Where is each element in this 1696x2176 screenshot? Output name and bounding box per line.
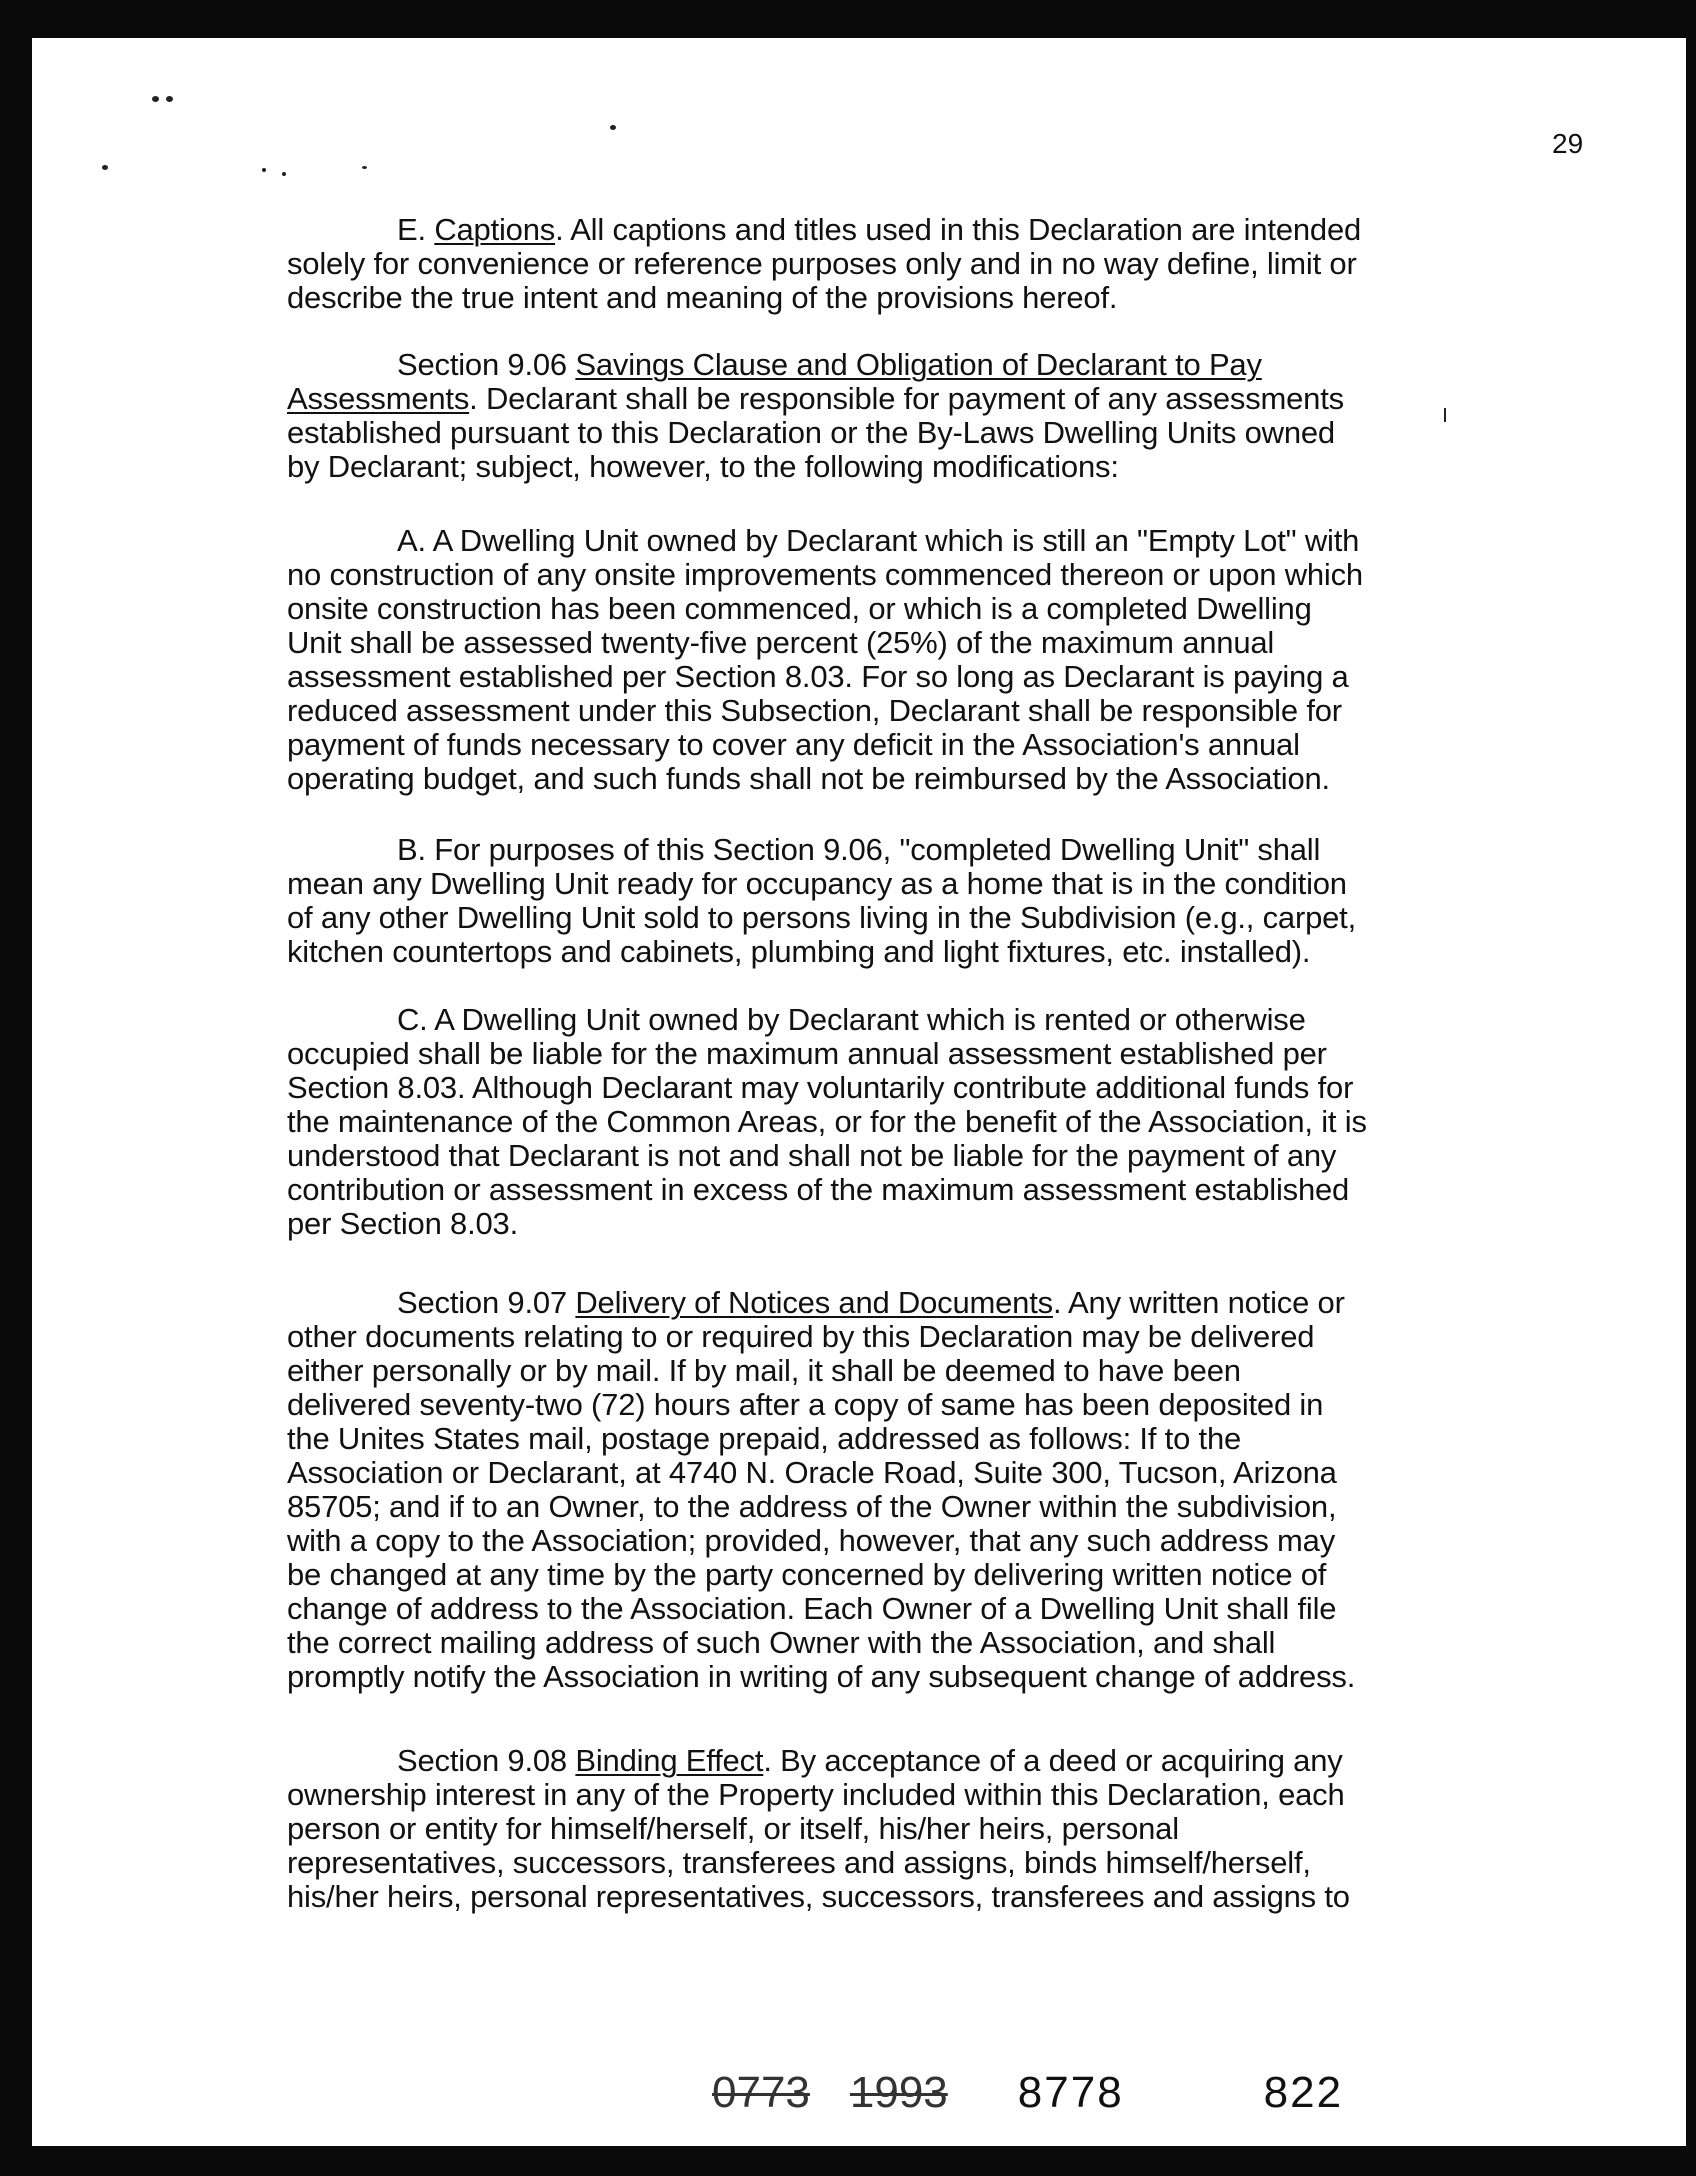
scan-speck <box>152 96 159 102</box>
text-line: kitchen countertops and cabinets, plumbing and light fixtures, etc. installed). <box>287 934 1311 969</box>
text-line: mean any Dwelling Unit ready for occupancy as a home that is in the condition <box>287 866 1347 901</box>
text-line: assessment established per Section 8.03. For so long as Declarant is paying a <box>287 659 1349 694</box>
text-line: understood that Declarant is not and shall not be liable for the payment of any <box>287 1138 1337 1173</box>
text-line: with a copy to the Association; provided, however, that any such address may <box>287 1523 1336 1558</box>
text-line: Section 9.08 Binding Effect. By acceptance of a deed or acquiring any <box>397 1743 1343 1778</box>
text-line: Section 9.06 Savings Clause and Obligation of Declarant to Pay <box>397 347 1262 382</box>
text-line: other documents relating to or required by this Declaration may be delivered <box>287 1319 1315 1354</box>
text-line: Section 8.03. Although Declarant may voluntarily contribute additional funds for <box>287 1070 1354 1105</box>
section-9-06 <box>287 348 1477 484</box>
text-line: ownership interest in any of the Property included within this Declaration, each <box>287 1777 1345 1812</box>
struck-book-number: 0773 <box>712 2068 810 2117</box>
scan-speck <box>282 172 286 176</box>
text-line: his/her heirs, personal representatives, successors, transferees and assigns to <box>287 1879 1350 1914</box>
subsection-c <box>287 1003 1477 1241</box>
text-line: contribution or assessment in excess of the maximum assessment established <box>287 1172 1350 1207</box>
text-line: reduced assessment under this Subsection, Declarant shall be responsible for <box>287 693 1342 728</box>
text-line: solely for convenience or reference purposes only and in no way define, limit or <box>287 246 1357 281</box>
text-line: change of address to the Association. Each Owner of a Dwelling Unit shall file <box>287 1591 1337 1626</box>
section-9-06-heading-cont: Assessments <box>287 381 470 416</box>
text-line: person or entity for himself/herself, or itself, his/her heirs, personal <box>287 1811 1179 1846</box>
text-line: delivered seventy-two (72) hours after a copy of same has been deposited in <box>287 1387 1324 1422</box>
text-line: by Declarant; subject, however, to the following modifications: <box>287 449 1119 484</box>
text-line: operating budget, and such funds shall not be reimbursed by the Association. <box>287 761 1330 796</box>
text-line: Section 9.07 Delivery of Notices and Documents. Any written notice or <box>397 1285 1345 1320</box>
text-line: the correct mailing address of such Owner with the Association, and shall <box>287 1625 1276 1660</box>
text-line: 85705; and if to an Owner, to the address of the Owner within the subdivision, <box>287 1489 1337 1524</box>
text-line: the Unites States mail, postage prepaid, addressed as follows: If to the <box>287 1421 1242 1456</box>
text-line: promptly notify the Association in writing of any subsequent change of address. <box>287 1659 1356 1694</box>
text-line: A. A Dwelling Unit owned by Declarant which is still an "Empty Lot" with <box>397 523 1360 558</box>
text-line: either personally or by mail. If by mail, it shall be deemed to have been <box>287 1353 1241 1388</box>
scan-speck <box>166 96 173 102</box>
scan-speck <box>102 165 108 170</box>
text-line: be changed at any time by the party concerned by delivering written notice of <box>287 1557 1327 1592</box>
document-page <box>32 38 1686 2146</box>
caption-heading: Captions <box>434 212 556 247</box>
subsection-b <box>287 833 1477 969</box>
section-9-06-heading: Savings Clause and Obligation of Declarant to Pay <box>575 347 1262 382</box>
subsection-a <box>287 524 1477 796</box>
text-line: no construction of any onsite improvements commenced thereon or upon which <box>287 557 1363 592</box>
scan-speck <box>1444 408 1446 422</box>
text-line: Unit shall be assessed twenty-five percent (25%) of the maximum annual <box>287 625 1275 660</box>
docket-number: 8778 <box>1017 2068 1124 2117</box>
section-9-08-heading: Binding Effect <box>575 1743 764 1778</box>
text-line: onsite construction has been commenced, or which is a completed Dwelling <box>287 591 1312 626</box>
page-number: 29 <box>1552 128 1584 159</box>
text-line: Association or Declarant, at 4740 N. Oracle Road, Suite 300, Tucson, Arizona <box>287 1455 1337 1490</box>
section-9-07-heading: Delivery of Notices and Documents <box>575 1285 1053 1320</box>
section-9-08 <box>287 1744 1477 1914</box>
recording-page-number: 822 <box>1263 2068 1344 2117</box>
text-line: E. Captions. All captions and titles used in this Declaration are intended <box>397 212 1362 247</box>
paragraph-e-captions <box>287 213 1477 315</box>
text-line: per Section 8.03. <box>287 1206 518 1241</box>
text-line: C. A Dwelling Unit owned by Declarant which is rented or otherwise <box>397 1002 1306 1037</box>
text-line: occupied shall be liable for the maximum annual assessment established per <box>287 1036 1327 1071</box>
scan-speck <box>262 168 266 172</box>
text-line: established pursuant to this Declaration or the By-Laws Dwelling Units owned <box>287 415 1335 450</box>
text-line: describe the true intent and meaning of the provisions hereof. <box>287 280 1118 315</box>
text-line: representatives, successors, transferees and assigns, binds himself/herself, <box>287 1845 1311 1880</box>
recording-footer <box>712 2068 1343 2118</box>
scan-speck <box>610 125 616 130</box>
scan-speck <box>362 166 367 169</box>
struck-year: 1993 <box>849 2068 948 2117</box>
text-line: of any other Dwelling Unit sold to persons living in the Subdivision (e.g., carpet, <box>287 900 1356 935</box>
text-line: B. For purposes of this Section 9.06, "completed Dwelling Unit" shall <box>397 832 1321 867</box>
text-line: payment of funds necessary to cover any deficit in the Association's annual <box>287 727 1300 762</box>
text-line: the maintenance of the Common Areas, or for the benefit of the Association, it is <box>287 1104 1367 1139</box>
section-9-07 <box>287 1286 1477 1694</box>
text-line: Assessments. Declarant shall be responsible for payment of any assessments <box>287 381 1344 416</box>
